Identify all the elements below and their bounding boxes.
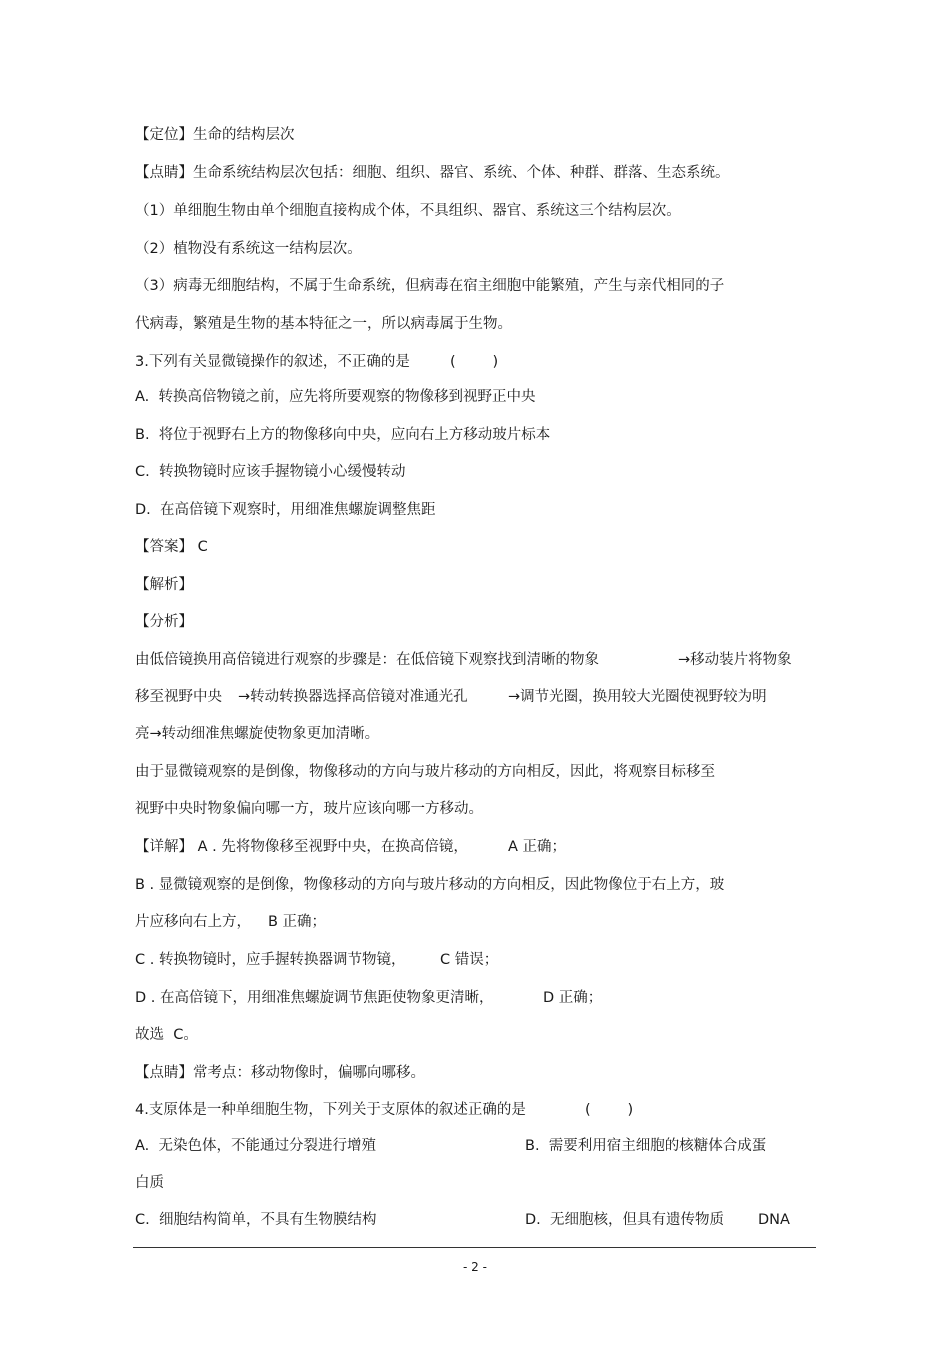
- analysis-line: 视野中央时物象偏向哪一方，玻片应该向哪一方移动。: [135, 801, 483, 817]
- final-choice: 故选 C。: [135, 1027, 198, 1043]
- detail-a-verdict: A 正确；: [508, 839, 567, 855]
- question-3-answer-paren: ( ): [450, 354, 499, 370]
- detail-a: 【详解】 A . 先将物像移至视野中央，在换高倍镜，: [135, 839, 468, 855]
- analysis-line-cont: →调节光圈，换用较大光圈使视野较为明: [508, 689, 767, 705]
- footer-divider: [133, 1247, 816, 1248]
- answer-label: 【答案】 C: [135, 539, 208, 555]
- analysis-line-cont: →转动转换器选择高倍镜对准通光孔: [238, 689, 468, 705]
- analysis-line-cont: →移动装片将物象: [678, 652, 792, 668]
- detail-d-verdict: D 正确；: [543, 990, 603, 1006]
- detail-c-verdict: C 错误；: [440, 952, 499, 968]
- question-4-option-b-cont: 白质: [135, 1175, 164, 1191]
- list-item: （3）病毒无细胞结构，不属于生命系统，但病毒在宿主细胞中能繁殖，产生与亲代相同的子: [135, 278, 725, 294]
- question-3-option-a: A. 转换高倍物镜之前，应先将所要观察的物像移到视野正中央: [135, 389, 536, 405]
- analysis-line: 亮→转动细准焦螺旋使物象更加清晰。: [135, 726, 380, 742]
- question-3-stem: 3.下列有关显微镜操作的叙述，不正确的是: [135, 354, 410, 370]
- detail-b-cont: 片应移向右上方，: [135, 914, 251, 930]
- question-4-option-b: B. 需要利用宿主细胞的核糖体合成蛋: [525, 1138, 767, 1154]
- question-3-option-d: D. 在高倍镜下观察时，用细准焦螺旋调整焦距: [135, 502, 436, 518]
- question-4-answer-paren: ( ): [585, 1102, 634, 1118]
- dianjing-summary: 【点睛】生命系统结构层次包括：细胞、组织、器官、系统、个体、种群、群落、生态系统。: [135, 165, 730, 181]
- list-item: （2）植物没有系统这一结构层次。: [135, 241, 362, 257]
- list-item-continuation: 代病毒，繁殖是生物的基本特征之一，所以病毒属于生物。: [135, 316, 512, 332]
- detail-b: B . 显微镜观察的是倒像，物像移动的方向与玻片移动的方向相反，因此物像位于右上方，玻: [135, 877, 725, 893]
- question-4-option-a: A. 无染色体，不能通过分裂进行增殖: [135, 1138, 376, 1154]
- detail-d: D . 在高倍镜下，用细准焦螺旋调节焦距使物象更清晰，: [135, 990, 494, 1006]
- detail-b-verdict: B 正确；: [268, 914, 327, 930]
- analysis-line: 由于显微镜观察的是倒像，物像移动的方向与玻片移动的方向相反，因此，将观察目标移至: [135, 764, 715, 780]
- question-4-option-c: C. 细胞结构简单，不具有生物膜结构: [135, 1212, 377, 1228]
- analysis-heading: 【分析】: [135, 614, 193, 630]
- question-4-stem: 4.支原体是一种单细胞生物，下列关于支原体的叙述正确的是: [135, 1102, 526, 1118]
- question-3-option-b: B. 将位于视野右上方的物像移向中央，应向右上方移动玻片标本: [135, 427, 551, 443]
- list-item: （1）单细胞生物由单个细胞直接构成个体，不具组织、器官、系统这三个结构层次。: [135, 203, 681, 219]
- position-tag: 【定位】生命的结构层次: [135, 127, 295, 143]
- dianjing-tip: 【点睛】常考点：移动物像时，偏哪向哪移。: [135, 1065, 425, 1081]
- analysis-line: 由低倍镜换用高倍镜进行观察的步骤是：在低倍镜下观察找到清晰的物象: [135, 652, 599, 668]
- analysis-line: 移至视野中央: [135, 689, 222, 705]
- detail-c: C . 转换物镜时，应手握转换器调节物镜，: [135, 952, 406, 968]
- question-4-option-d: D. 无细胞核，但具有遗传物质: [525, 1212, 724, 1228]
- page-number: - 2 -: [463, 1260, 487, 1274]
- question-4-option-d-dna: DNA: [758, 1212, 790, 1228]
- question-3-option-c: C. 转换物镜时应该手握物镜小心缓慢转动: [135, 464, 406, 480]
- explanation-heading: 【解析】: [135, 577, 193, 593]
